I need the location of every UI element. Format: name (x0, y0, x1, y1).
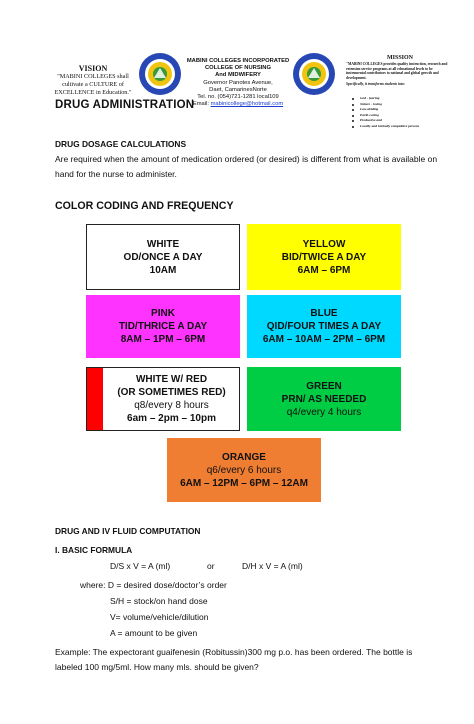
college-seal-left-icon (138, 52, 182, 96)
list-item: Law-abiding (346, 107, 450, 113)
color-box-white: WHITE OD/ONCE A DAY 10AM (86, 224, 240, 290)
email-link[interactable]: mabinicollege@hotmail.com (210, 101, 284, 108)
list-item: Nature - loving (346, 102, 450, 108)
color-box-yellow: YELLOW BID/TWICE A DAY 6AM – 6PM (247, 224, 401, 290)
list-item: Locally and Globally competitive persons (346, 124, 450, 130)
where-line-sh: S/H = stock/on hand dose (110, 596, 208, 606)
example-text: Example: The expectorant guaifenesin (Robitussin)300 mg p.o. has been ordered. The bottle is labeled 100 mg/5ml. How many mls. should be given? (55, 647, 413, 672)
formula-ds: D/S x V = A (ml) (110, 561, 171, 571)
color-box-white-red: WHITE W/ RED (OR SOMETIMES RED) q8/every 8 hours 6am – 2pm – 10pm (86, 367, 240, 431)
color-coding-heading: COLOR CODING AND FREQUENCY (55, 200, 234, 212)
formula-dh: D/H x V = A (ml) (242, 561, 303, 571)
computation-heading: DRUG AND IV FLUID COMPUTATION (55, 526, 201, 536)
basic-formula-heading: I. BASIC FORMULA (55, 545, 133, 555)
dosage-heading: DRUG DOSAGE CALCULATIONS (55, 139, 187, 149)
list-item: Earth-caring (346, 113, 450, 119)
where-line-a: A = amount to be given (110, 628, 198, 638)
vision-title: VISION (78, 64, 108, 73)
color-box-green: GREEN PRN/ AS NEEDED q4/every 4 hours (247, 367, 401, 431)
color-box-orange: ORANGE q6/every 6 hours 6AM – 12PM – 6PM – 12AM (167, 438, 321, 502)
mission-statement: "MABINI COLLEGES provides quality instruction, research and extension service programs at all educational levels to be instrumental contributors to national and global growth and development. Specifically, it transforms students into: (346, 62, 448, 87)
where-line-v: V= volume/vehicle/dilution (110, 612, 209, 622)
list-item: God - fearing (346, 96, 450, 102)
vision-statement: "MABINI COLLEGES shall cultivate a CULTURE of EXCELLENCE in Education." (54, 73, 132, 96)
list-item: Productive and (346, 118, 450, 124)
college-seal-right-icon (292, 52, 336, 96)
dosage-text: Are required when the amount of medication ordered (or desired) is different from what is available on hand for the nurse to administer. (55, 154, 438, 179)
mission-list (346, 96, 450, 130)
school-info: MABINI COLLEGES INCORPORATED COLLEGE OF NURSING And MIDWIFERY Governor Panotes Avenue, Daet, CamarinesNorte Tel. no. (054)721-1281 local109 Email: mabinicollege@hotmail.com (186, 58, 290, 108)
color-box-blue: BLUE QID/FOUR TIMES A DAY 6AM – 10AM – 2PM – 6PM (247, 295, 401, 358)
page-title: DRUG ADMINISTRATION (55, 99, 195, 111)
where-line-d: where: D = desired dose/doctor’s order (80, 580, 227, 590)
formula-or: or (207, 561, 215, 571)
mission-title: MISSION (386, 55, 413, 61)
color-box-pink: PINK TID/THRICE A DAY 8AM – 1PM – 6PM (86, 295, 240, 358)
